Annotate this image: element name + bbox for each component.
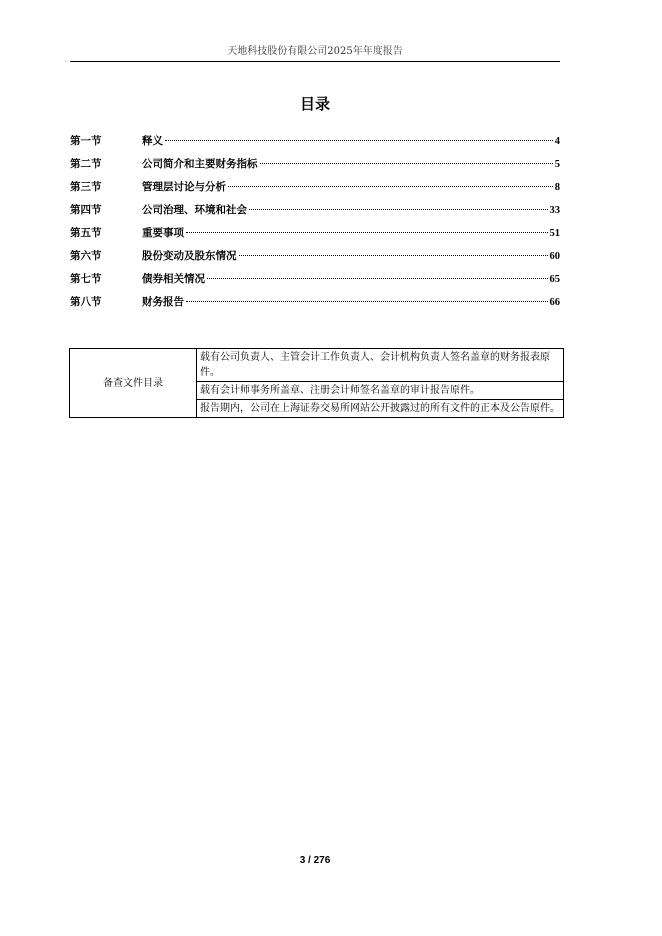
toc-section-title: 公司简介和主要财务指标 (142, 158, 258, 170)
toc-section-title: 管理层讨论与分析 (142, 181, 226, 193)
toc-section-number: 第一节 (70, 135, 102, 147)
toc-leader-dots (249, 209, 548, 210)
toc-section-number: 第三节 (70, 181, 102, 193)
toc-leader-dots (228, 186, 553, 187)
toc-section-number: 第六节 (70, 250, 102, 262)
toc-entry[interactable] (70, 155, 560, 178)
toc-section-title: 公司治理、环境和社会 (142, 204, 247, 216)
reference-document-item: 载有会计师事务所盖章、注册会计师签名盖章的审计报告原件。 (197, 382, 564, 400)
toc-leader-dots (239, 255, 548, 256)
page-number: 3 / 276 (299, 855, 331, 866)
reference-documents-label: 备查文件目录 (70, 349, 197, 418)
toc-title: 目录 (299, 95, 330, 113)
toc-leader-dots (186, 301, 548, 302)
toc-section-number: 第七节 (70, 273, 102, 285)
toc-section-number: 第四节 (70, 204, 102, 216)
toc-section-title: 财务报告 (142, 296, 184, 308)
toc-page-number: 66 (549, 297, 560, 308)
toc-entry[interactable] (70, 132, 560, 155)
toc-section-title: 重要事项 (142, 227, 184, 239)
page-header: 天地科技股份有限公司2025年年度报告 (227, 46, 403, 57)
toc-entry[interactable] (70, 270, 560, 293)
toc-page-number: 4 (554, 136, 560, 147)
toc-leader-dots (260, 163, 553, 164)
toc-section-number: 第二节 (70, 158, 102, 170)
toc-section-title: 释义 (142, 135, 163, 147)
toc-section-title: 债券相关情况 (142, 273, 205, 285)
toc-page-number: 8 (554, 182, 560, 193)
toc-section-number: 第八节 (70, 296, 102, 308)
toc-entry[interactable] (70, 201, 560, 224)
reference-document-item: 载有公司负责人、主管会计工作负责人、会计机构负责人签名盖章的财务报表原件。 (197, 349, 564, 382)
toc-page-number: 51 (549, 228, 560, 239)
toc-leader-dots (165, 140, 553, 141)
toc-entry[interactable] (70, 224, 560, 247)
toc-entry[interactable] (70, 178, 560, 201)
reference-documents-table (69, 348, 564, 418)
table-of-contents (70, 132, 560, 316)
toc-entry[interactable] (70, 247, 560, 270)
toc-section-title: 股份变动及股东情况 (142, 250, 237, 262)
toc-page-number: 5 (554, 159, 560, 170)
toc-leader-dots (207, 278, 548, 279)
toc-section-number: 第五节 (70, 227, 102, 239)
toc-leader-dots (186, 232, 548, 233)
header-divider (70, 61, 560, 62)
reference-document-item: 报告期内，公司在上海证券交易所网站公开披露过的所有文件的正本及公告原件。 (197, 400, 564, 418)
toc-page-number: 33 (549, 205, 560, 216)
toc-page-number: 60 (549, 251, 560, 262)
toc-entry[interactable] (70, 293, 560, 316)
toc-page-number: 65 (549, 274, 560, 285)
table-row (70, 349, 564, 382)
